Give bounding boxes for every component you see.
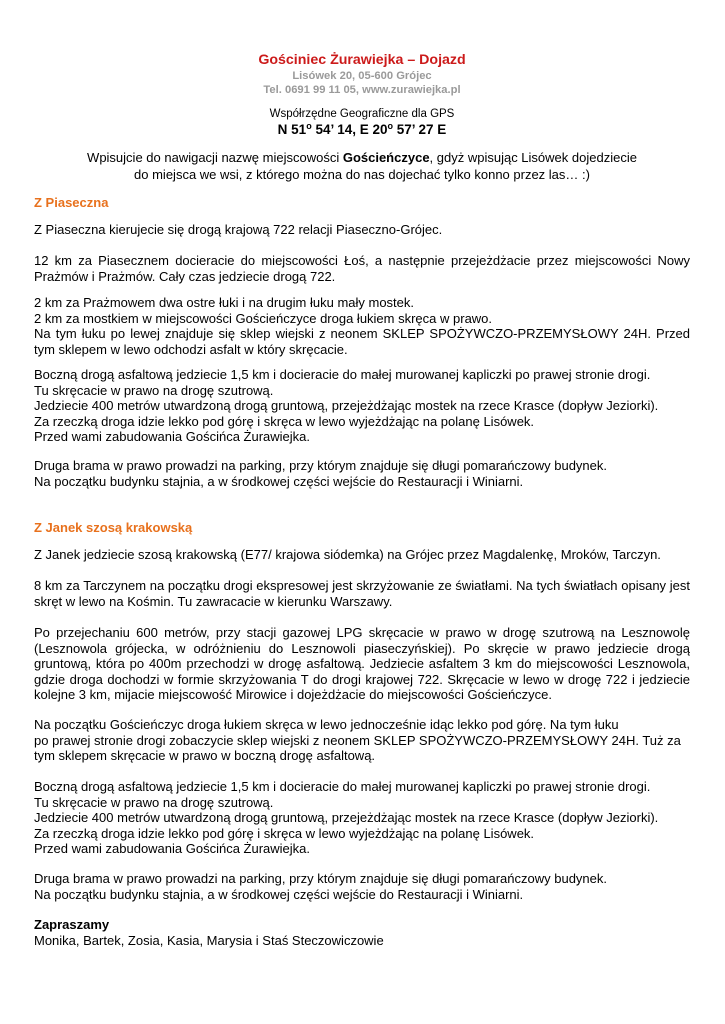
s1-paragraph-1: Z Piaseczna kierujecie się drogą krajową 722 relacji Piaseczno-Grójec. — [34, 222, 443, 237]
closing-invite: Zapraszamy — [34, 917, 110, 932]
s2-paragraph-2: 8 km za Tarczynem na początku drogi ekspresowej jest skrzyżowanie ze światłami. Na tych światłach opisany jest skręt w lewo na Kośmin. Tu zawracacie w kierunku Warszawy. — [34, 578, 690, 609]
signature-names: Monika, Bartek, Zosia, Kasia, Marysia i Staś Steczowiczowie — [34, 933, 384, 948]
s1-paragraph-3: 2 km za Prażmowem dwa ostre łuki i na drugim łuku mały mostek. 2 km za mostkiem w miejscowości Gościeńczyce droga łukiem skręca w prawo. Na tym łuku po lewej znajduje się sklep wiejski z neonem SKLEP SPOŻYWCZO-PRZEMYSŁOWY 24H. Przed tym sklepem w lewo odchodzi asfalt w który skręcacie. — [34, 295, 690, 357]
address: Lisówek 20, 05-600 Grójec — [292, 70, 432, 82]
s2-paragraph-5: Boczną drogą asfaltową jedziecie 1,5 km i docieracie do małej murowanej kapliczki po prawej stronie drogi. Tu skręcacie w prawo na drogę szutrową. Jedziecie 400 metrów utwardzoną drogą gruntową, przejeżdżając mostek na rzece Krasce (dopływ Jeziorki). Za rzeczką droga idzie lekko pod górę i skręca w lewo wyjeżdżając na polanę Lisówek. Przed wami zabudowania Gościńca Żurawiejka. — [34, 779, 659, 857]
intro-text: Wpisujcie do nawigacji nazwę miejscowości Gościeńczyce, gdyż wpisując Lisówek dojedziecie do miejsca we wsi, z którego można do nas dojechać tylko konno przez las… :) — [87, 150, 637, 182]
section-heading-piaseczno: Z Piaseczna — [34, 195, 109, 210]
s2-paragraph-1: Z Janek jedziecie szosą krakowską (E77/ krajowa siódemka) na Grójec przez Magdalenkę, Mroków, Tarczyn. — [34, 547, 661, 562]
gps-label: Współrzędne Geograficzne dla GPS — [269, 108, 455, 120]
s2-paragraph-4: Na początku Gościeńczyc droga łukiem skręca w lewo jednocześnie idąc lekko pod górę. Na tym łuku po prawej stronie drogi zobaczycie sklep wiejski z neonem SKLEP SPOŻYWCZO-PRZEMYSŁOWY 24H. Tuż za tym sklepem skręcacie w prawo w boczną drogę asfaltową. — [34, 717, 681, 764]
section-heading-janki: Z Janek szosą krakowską — [34, 520, 193, 535]
s2-paragraph-6: Druga brama w prawo prowadzi na parking, przy którym znajduje się długi pomarańczowy budynek. Na początku budynku stajnia, a w środkowej części wejście do Restauracji i Winiarni. — [34, 871, 607, 902]
s1-paragraph-2: 12 km za Piasecznem docieracie do miejscowości Łoś, a następnie przejeżdżacie przez miejscowości Nowy Prażmów i Prażmów. Cały czas jedziecie drogą 722. — [34, 253, 690, 284]
s2-paragraph-3: Po przejechaniu 600 metrów, przy stacji gazowej LPG skręcacie w prawo w drogę szutrową na Lesznowolę (Lesznowola grójecka, w odróżnieniu do Lesznowoli piaseczyńskiej). Po skręcie w prawo jedziecie drogą gruntową, która po 400m przechodzi w drogę asfaltową. Jedziecie asfaltem 3 km do miejscowości Lesznowola, gdzie droga dochodzi w formie skrzyżowania T do drogi krajowej 722. Skręcacie w lewo w drogę 722 i jedziecie kolejne 3 km, mijacie miejscowość Mirowice i dojeżdżacie do miejscowości Gościeńczyce. — [34, 625, 690, 703]
gps-coordinates: N 51$^o$ 54’ 14, E 20$^o$ 57’ 27 E — [277, 121, 447, 137]
page-title: Gościniec Żurawiejka – Dojazd — [258, 52, 466, 68]
s1-paragraph-5: Druga brama w prawo prowadzi na parking, przy którym znajduje się długi pomarańczowy budynek. Na początku budynku stajnia, a w środkowej części wejście do Restauracji i Winiarni. — [34, 458, 607, 489]
s1-paragraph-4: Boczną drogą asfaltową jedziecie 1,5 km i docieracie do małej murowanej kapliczki po prawej stronie drogi. Tu skręcacie w prawo na drogę szutrową. Jedziecie 400 metrów utwardzoną drogą gruntową, przejeżdżając mostek na rzece Krasce (dopływ Jeziorki). Za rzeczką droga idzie lekko pod górę i skręca w lewo wyjeżdżając na polanę Lisówek. Przed wami zabudowania Gościńca Żurawiejka. — [34, 367, 659, 445]
contact-line: Tel. 0691 99 11 05, www.zurawiejka.pl — [263, 84, 461, 96]
